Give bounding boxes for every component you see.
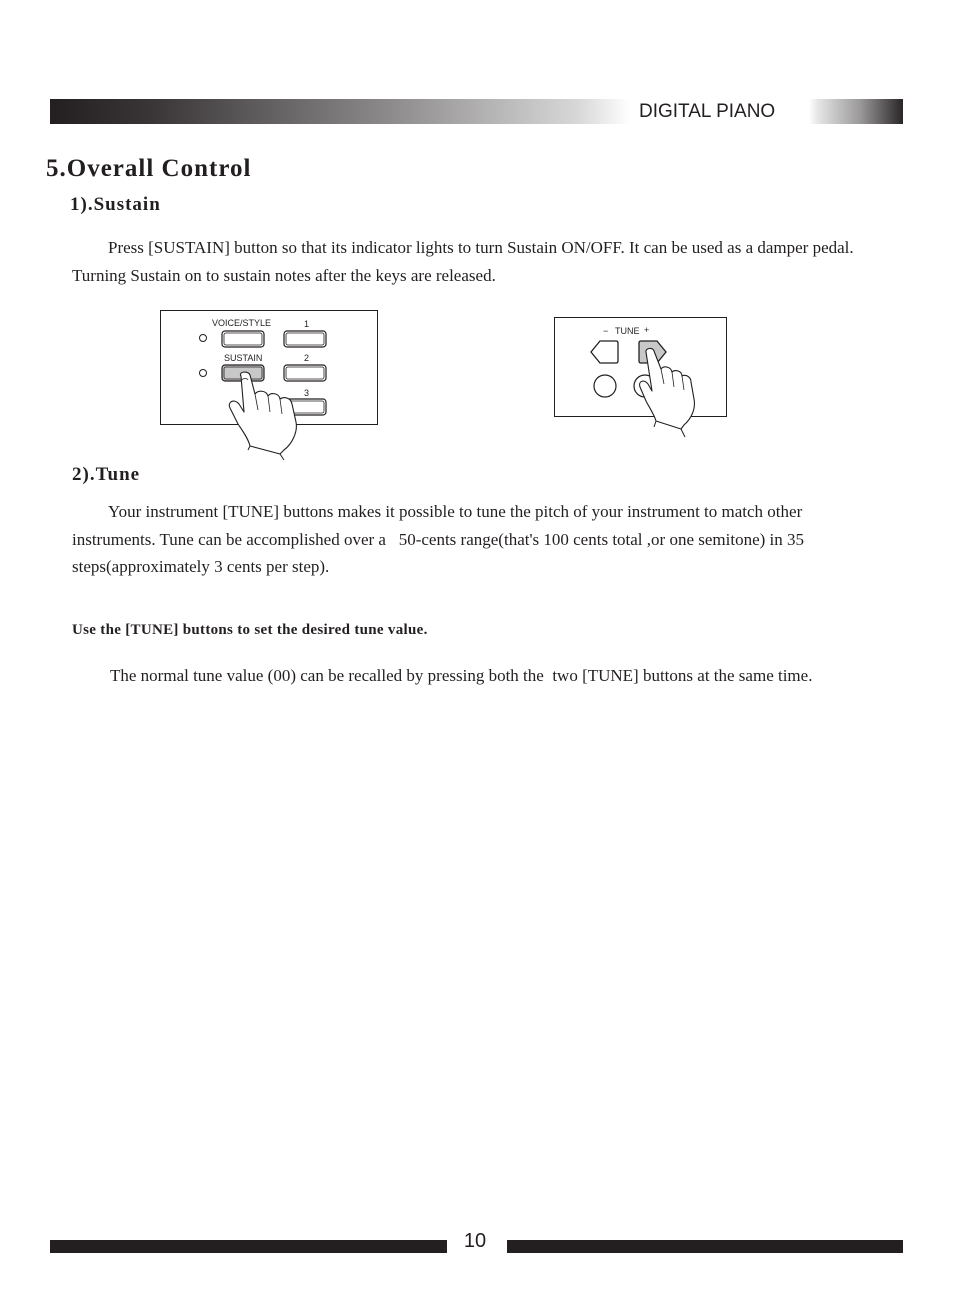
sustain-paragraph-text: Press [SUSTAIN] button so that its indicator lights to turn Sustain ON/OFF. It can be used as a damper pedal. Turning Sustain on to sustain notes after the keys are released. (72, 238, 854, 285)
tune-panel-figure (554, 317, 734, 441)
page-number: 10 (463, 1230, 487, 1252)
button-1-label: 1 (304, 319, 310, 329)
tune-panel-frame (555, 318, 727, 417)
sustain-heading: 1).Sustain (70, 194, 161, 215)
sustain-label: SUSTAIN (224, 353, 263, 363)
section-title: 5.Overall Control (46, 155, 252, 182)
footer-bar-right (507, 1240, 903, 1253)
tune-instruction: Use the [TUNE] buttons to set the desired tune value. (72, 622, 428, 638)
tune-heading: 2).Tune (72, 464, 141, 485)
tune-paragraph (72, 498, 862, 581)
sustain-panel-figure (160, 310, 380, 462)
voice-style-label: VOICE/STYLE (212, 318, 272, 328)
tune-paragraph-text: Your instrument [TUNE] buttons makes it possible to tune the pitch of your instrument to match other instruments. Tune can be accomplished over a 50-cents range(that's 100 cents total ,or one semitone) in 35 steps(approximately 3 cents per step). (72, 502, 809, 576)
round-button-left (594, 375, 616, 397)
sustain-paragraph (72, 234, 872, 289)
tune-reset-paragraph-text: The normal tune value (00) can be recalled by pressing both the two [TUNE] buttons at the same time. (110, 666, 813, 685)
button-2-label: 2 (304, 353, 310, 363)
button-3-label: 3 (304, 388, 310, 398)
footer-bar-left (50, 1240, 447, 1253)
header-title: DIGITAL PIANO (639, 101, 776, 122)
tune-reset-paragraph (74, 662, 864, 690)
tune-minus-label: − (603, 326, 609, 336)
tune-label: TUNE (615, 326, 640, 336)
tune-plus-label: + (644, 325, 650, 335)
